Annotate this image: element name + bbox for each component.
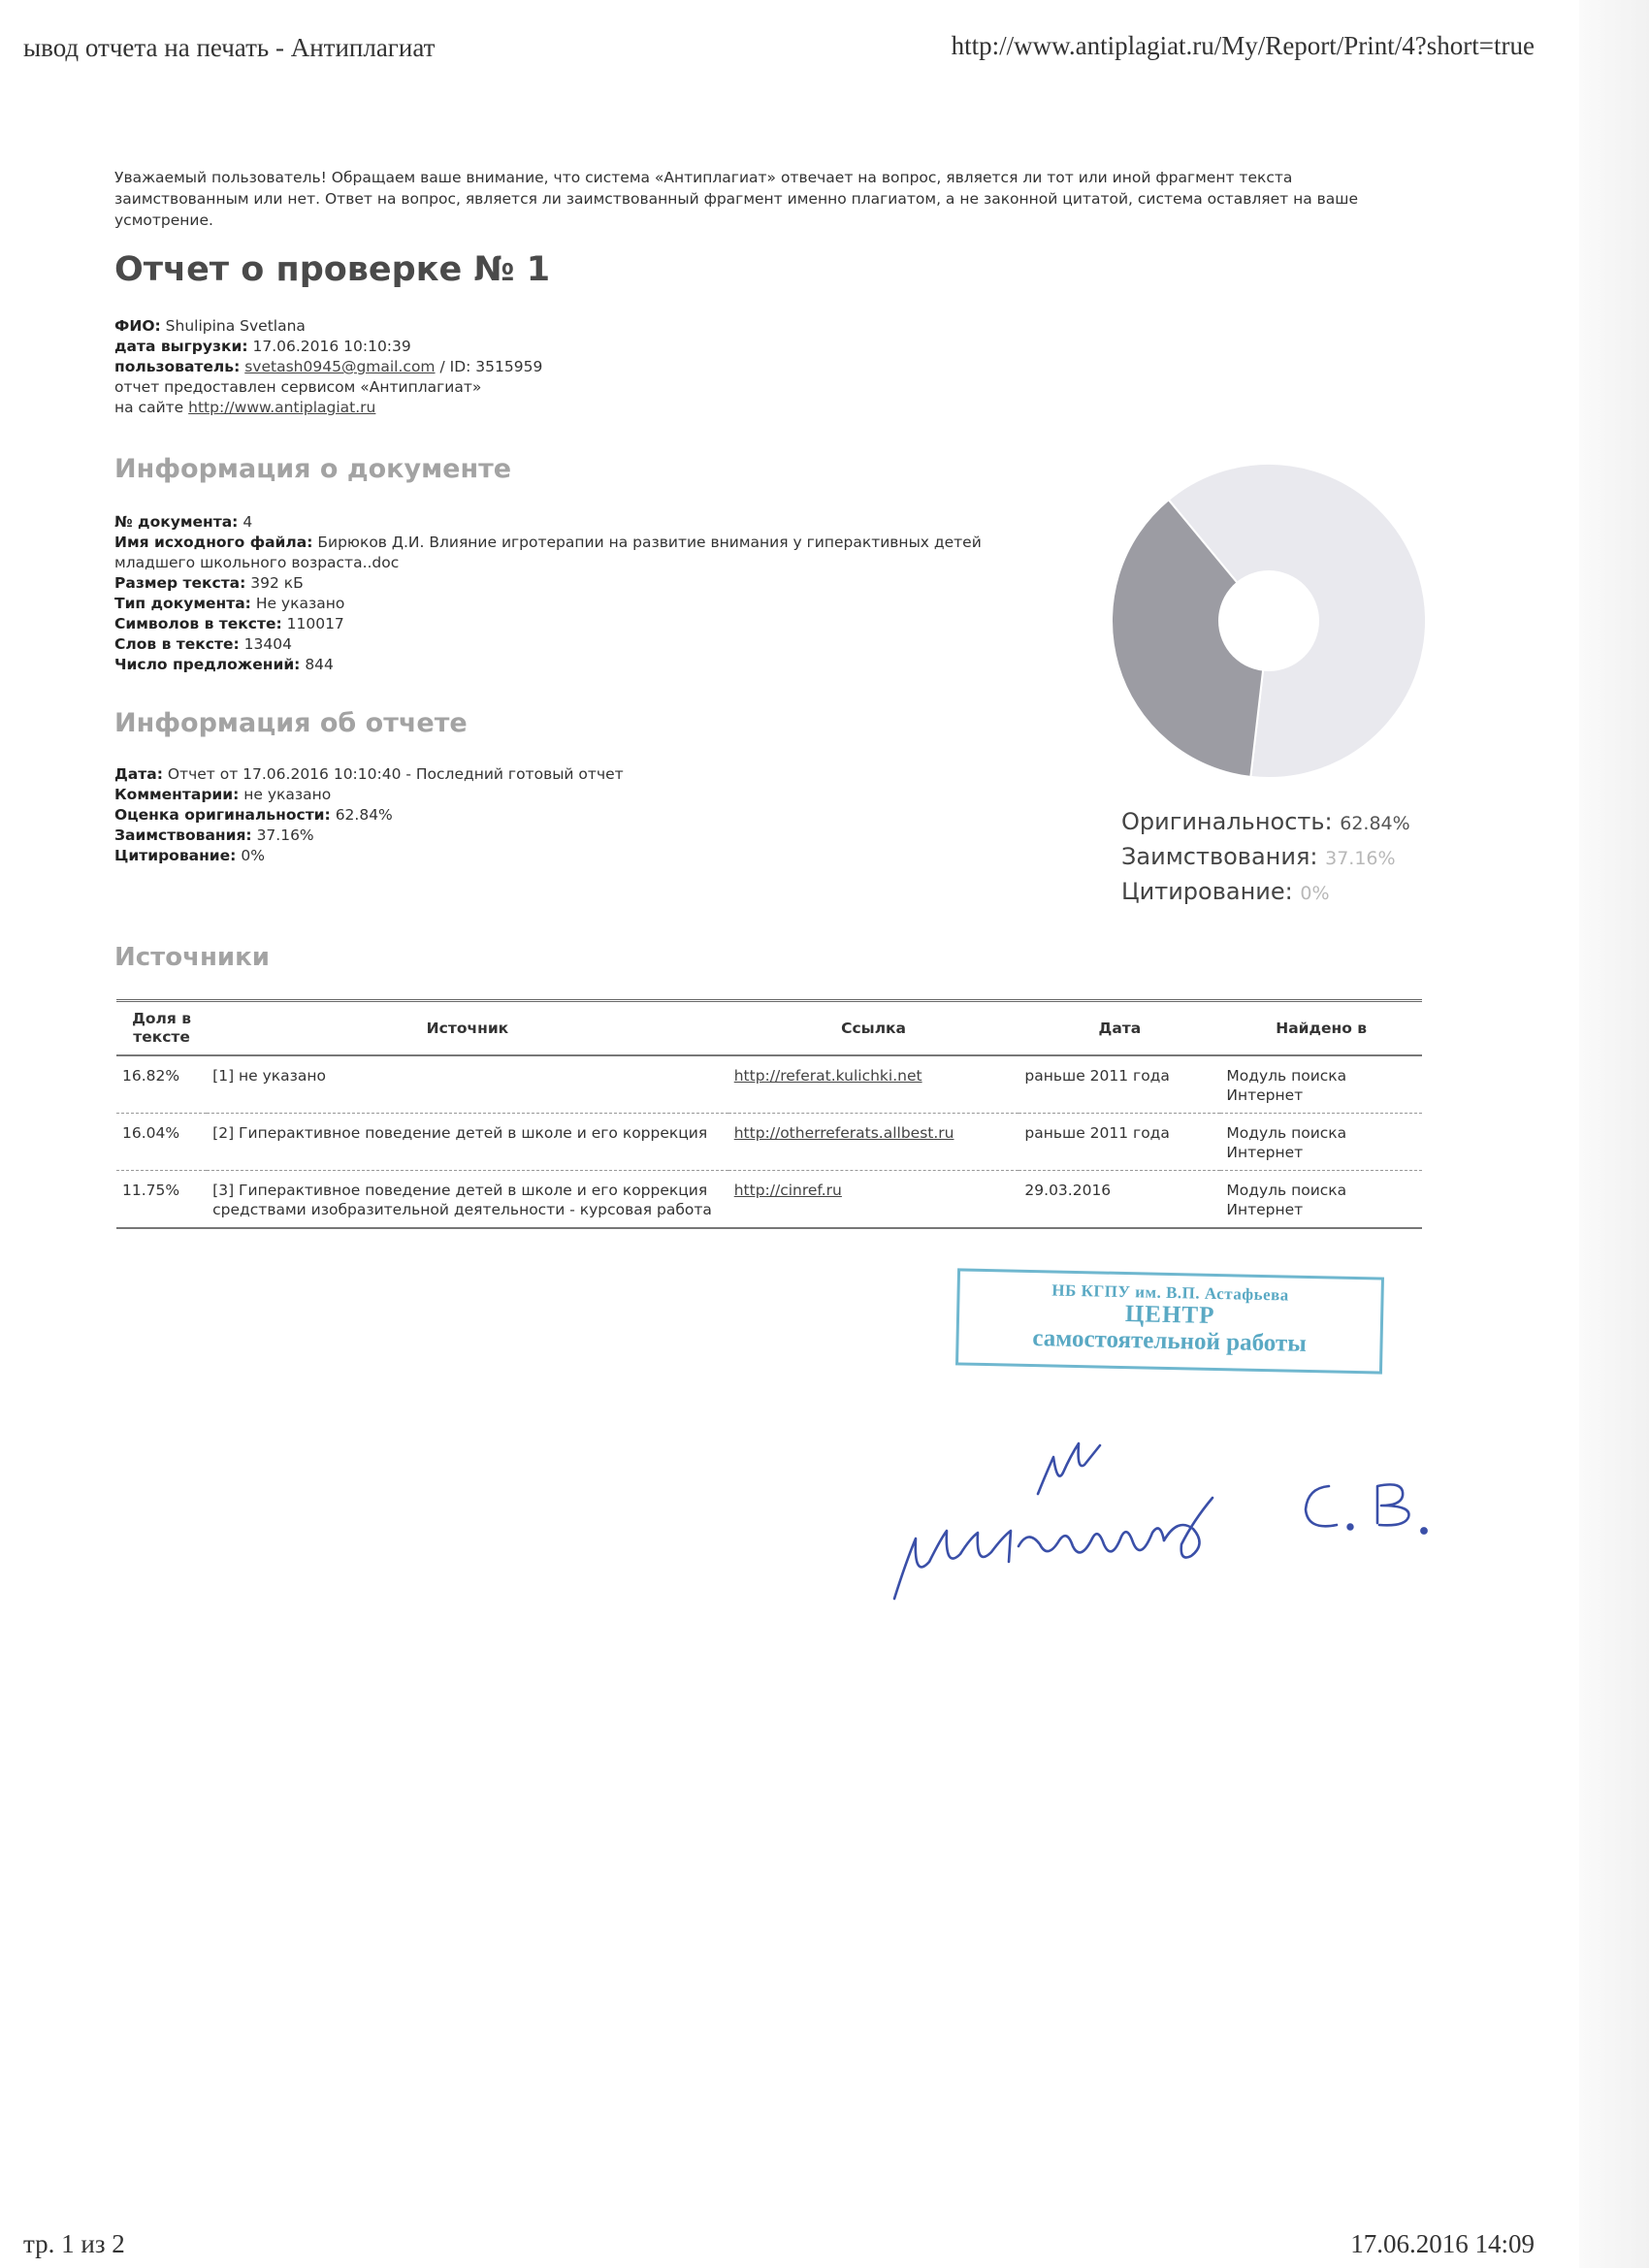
print-timestamp: 17.06.2016 14:09 [1350,2229,1535,2258]
user-email-link[interactable]: svetash0945@gmail.com [244,358,436,375]
stamp-line-1: НБ КГПУ им. В.П. Астафьева [1051,1280,1290,1305]
legend-borrowings [1121,840,1410,875]
meta-fio-value: Shulipina Svetlana [165,317,306,335]
report-date-label: Дата: [114,765,163,783]
originality-pie-chart [1106,458,1432,784]
meta-site-prefix: на сайте [114,399,184,416]
cell-share: 16.04% [116,1114,207,1171]
sources-heading: Источники [114,943,270,972]
legend-borrowings-value: 37.16% [1325,848,1396,869]
meta-export [114,337,542,357]
document-info [114,512,1046,675]
handwritten-signature [873,1416,1494,1630]
meta-user [114,357,542,377]
cell-share: 16.82% [116,1055,207,1114]
doc-type [114,594,1046,614]
legend-originality-label: Оригинальность: [1121,808,1333,835]
legend-originality-value: 62.84% [1340,813,1410,834]
stamp-line-3: самостоятельной работы [1032,1325,1308,1357]
cell-date: раньше 2011 года [1018,1114,1220,1171]
report-comments-label: Комментарии: [114,786,240,803]
document-info-heading: Информация о документе [114,454,512,484]
doc-sentences [114,655,1046,675]
report-borrowings-label: Заимствования: [114,826,252,844]
legend-citations-label: Цитирование: [1121,878,1293,905]
report-meta [114,316,542,418]
legend-citations [1121,875,1410,910]
stamp-line-2: ЦЕНТР [1124,1301,1215,1329]
cell-source: [3] Гиперактивное поведение детей в школе и его коррекция средствами изобразительной деятельности - курсовая работа [207,1171,728,1229]
cell-date: раньше 2011 года [1018,1055,1220,1114]
legend-borrowings-label: Заимствования: [1121,843,1318,870]
cell-source: [1] не указано [207,1055,728,1114]
doc-chars-value: 110017 [286,615,344,632]
report-originality [114,805,624,826]
print-header-title: ывод отчета на печать - Антиплагиат [23,33,436,62]
report-date [114,764,624,785]
source-link[interactable]: http://cinref.ru [733,1182,842,1199]
meta-site [114,398,542,418]
disclaimer-notice: Уважаемый пользователь! Обращаем ваше внимание, что система «Антиплагиат» отвечает на вопрос, является ли тот или иной фрагмент текста заимствованным или нет. Ответ на вопрос, является ли заимствованный фрагмент именно плагиатом, а не законной цитатой, система оставляет на ваше усмотрение. [114,169,1358,229]
legend-citations-value: 0% [1300,883,1330,904]
cell-source: [2] Гиперактивное поведение детей в школе и его коррекция [207,1114,728,1171]
doc-file-label: Имя исходного файла: [114,534,313,551]
source-link[interactable]: http://referat.kulichki.net [733,1067,922,1085]
report-citations-value: 0% [241,847,265,864]
col-share: Доля в тексте [132,1010,192,1046]
cell-found-in: Модуль поиска Интернет [1220,1114,1422,1171]
cell-found-in: Модуль поиска Интернет [1220,1171,1422,1229]
doc-words [114,634,1046,655]
doc-size-value: 392 кБ [250,574,304,592]
library-stamp [955,1268,1384,1374]
doc-sentences-value: 844 [305,656,334,673]
report-originality-value: 62.84% [335,806,393,824]
doc-words-label: Слов в тексте: [114,635,240,653]
sources-table [116,999,1422,1229]
report-originality-label: Оценка оригинальности: [114,806,331,824]
page-title: Отчет о проверке № 1 [114,250,551,289]
meta-fio-label: ФИО: [114,317,161,335]
doc-number-value: 4 [242,513,253,531]
page-counter: тр. 1 из 2 [23,2229,125,2258]
cell-found-in: Модуль поиска Интернет [1220,1055,1422,1114]
doc-words-value: 13404 [243,635,292,653]
meta-provided-by: отчет предоставлен сервисом «Антиплагиат» [114,378,482,396]
cell-share: 11.75% [116,1171,207,1229]
report-comments [114,785,624,805]
report-borrowings [114,826,624,846]
doc-number-label: № документа: [114,513,239,531]
doc-file-value: Бирюков Д.И. Влияние игротерапии на развитие внимания у гиперактивных детей младшего школьного возраста..doc [114,534,982,571]
legend-originality [1121,805,1410,840]
doc-type-value: Не указано [255,595,345,612]
doc-type-label: Тип документа: [114,595,251,612]
report-comments-value: не указано [243,786,332,803]
doc-file-name [114,533,1046,573]
report-date-value: Отчет от 17.06.2016 10:10:40 - Последний готовый отчет [167,765,624,783]
print-header-url: http://www.antiplagiat.ru/My/Report/Print/4?short=true [951,31,1535,60]
report-info-heading: Информация об отчете [114,708,468,738]
site-link[interactable]: http://www.antiplagiat.ru [188,399,376,416]
col-found-in: Найдено в [1276,1019,1368,1037]
meta-fio [114,316,542,337]
report-borrowings-value: 37.16% [256,826,314,844]
doc-number [114,512,1046,533]
cell-date: 29.03.2016 [1018,1171,1220,1229]
doc-sentences-label: Число предложений: [114,656,301,673]
doc-size [114,573,1046,594]
col-link: Ссылка [841,1019,907,1037]
sources-header-row [116,1001,1422,1056]
report-citations [114,846,624,866]
doc-chars-label: Символов в тексте: [114,615,282,632]
meta-export-value: 17.06.2016 10:10:39 [252,338,411,355]
meta-export-label: дата выгрузки: [114,338,248,355]
col-date: Дата [1098,1019,1142,1037]
doc-size-label: Размер текста: [114,574,246,592]
report-info [114,764,624,866]
pie-legend [1121,805,1410,910]
report-citations-label: Цитирование: [114,847,237,864]
meta-user-id: / ID: 3515959 [439,358,543,375]
col-source: Источник [426,1019,509,1037]
table-row [116,1055,1422,1114]
pie-center-hole [1218,570,1319,671]
table-row [116,1171,1422,1229]
doc-chars [114,614,1046,634]
table-row [116,1114,1422,1171]
scan-edge-shadow [1579,0,1649,2268]
meta-user-label: пользователь: [114,358,241,375]
source-link[interactable]: http://otherreferats.allbest.ru [733,1124,954,1142]
